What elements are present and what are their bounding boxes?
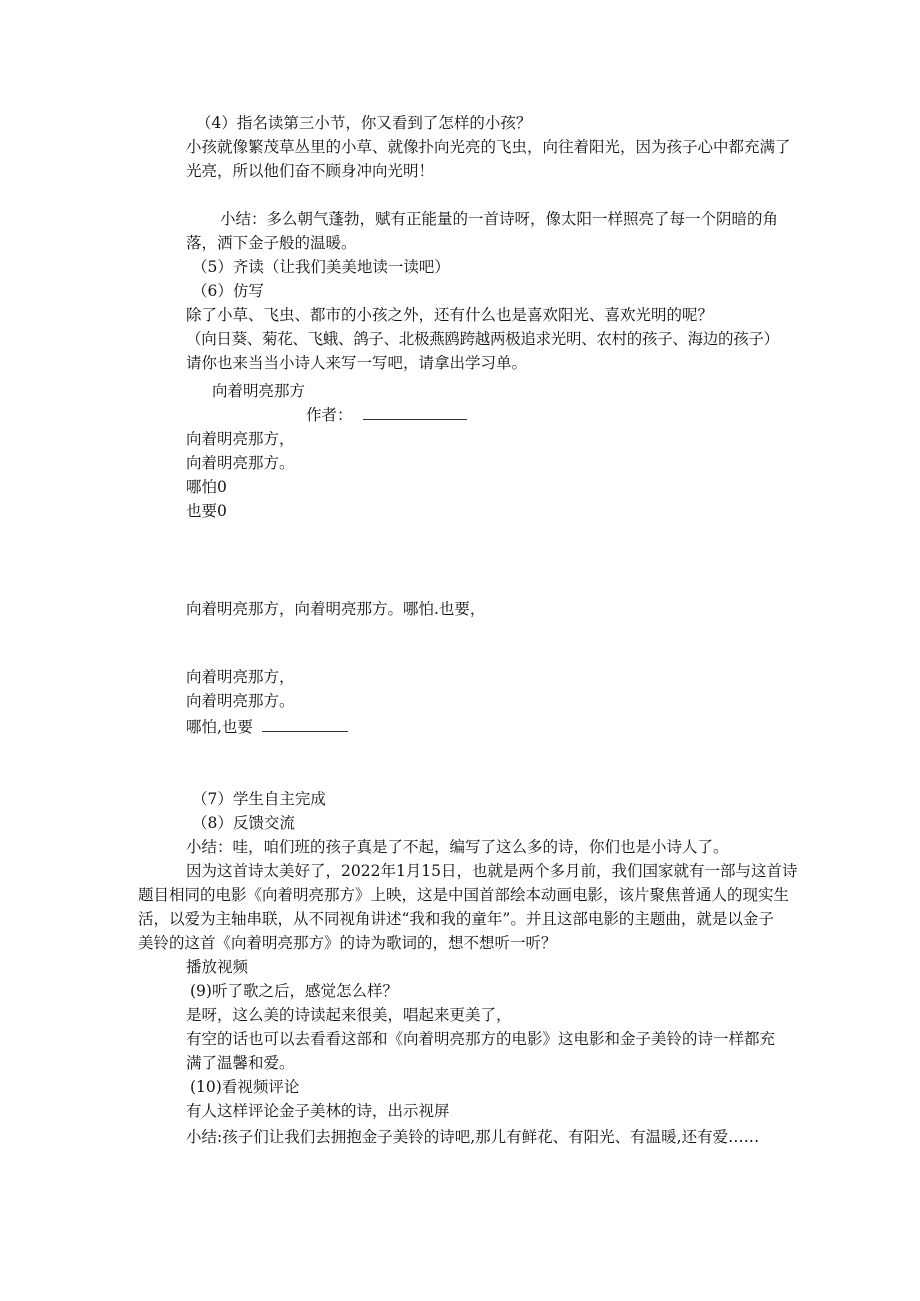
section-6-examples: （向日葵、菊花、飞蛾、鸽子、北极燕鸥跨越两极追求光明、农村的孩子、海边的孩子） <box>186 330 779 348</box>
section-8-para-line-3: 活，以爱为主轴串联，从不同视角讲述“我和我的童年”。并且这部电影的主题曲，就是以金子 <box>138 910 774 928</box>
play-video-text: 播放视频 <box>186 958 249 976</box>
section-6-instruction: 请你也来当当小诗人来写一写吧，请拿出学习单。 <box>186 354 528 372</box>
stanza-3-text: 哪怕,也要 <box>186 718 253 736</box>
section-10-summary: 小结:孩子们让我们去拥抱金子美铃的诗吧,那儿有鲜花、有阳光、有温暖,还有爱…… <box>186 1128 760 1146</box>
stanza-1-line-2: 向着明亮那方。 <box>186 454 295 472</box>
section-5-heading: （5）齐读（让我们美美地读一读吧） <box>192 258 450 276</box>
stanza-3-line-1: 向着明亮那方， <box>186 668 295 686</box>
section-10-line-1: 有人这样评论金子美林的诗，出示视屏 <box>186 1102 450 1120</box>
section-9-line-2: 有空的话也可以去看看这部和《向着明亮那方的电影》这电影和金子美铃的诗一样都充 <box>186 1030 776 1048</box>
stanza-1-line-3: 哪怕0 <box>186 478 227 496</box>
worksheet-author <box>306 404 467 426</box>
stanza-3-line-2: 向着明亮那方。 <box>186 692 295 710</box>
section-9-heading: (9)听了歌之后，感觉怎么样？ <box>190 982 398 1000</box>
section-8-para-line-4: 美铃的这首《向着明亮那方》的诗为歌词的，想不想听一听？ <box>138 934 557 952</box>
section-4-heading: （4）指名读第三小节，你又看到了怎样的小孩？ <box>196 114 532 132</box>
stanza-1-line-1: 向着明亮那方， <box>186 430 295 448</box>
section-10-heading: (10)看视频评论 <box>190 1078 300 1096</box>
stanza-3-line-3 <box>186 716 348 738</box>
summary-1-line-2: 落，洒下金子般的温暖。 <box>186 234 357 252</box>
author-blank <box>363 405 467 420</box>
section-7-heading: （7）学生自主完成 <box>192 790 326 808</box>
stanza-2-line: 向着明亮那方，向着明亮那方。哪怕.也要， <box>186 600 486 618</box>
worksheet-title: 向着明亮那方 <box>212 382 306 400</box>
stanza-3-blank <box>262 717 348 732</box>
section-8-para-line-1: 因为这首诗太美好了，2022年1月15日，也就是两个多月前，我们国家就有一部与这首诗 <box>186 862 798 880</box>
stanza-1-line-4: 也要0 <box>186 502 227 520</box>
summary-1-line-1: 小结：多么朝气蓬勃，赋有正能量的一首诗呀，像太阳一样照亮了每一个阴暗的角 <box>220 210 779 228</box>
section-4-line-2: 光亮，所以他们奋不顾身冲向光明！ <box>186 162 435 180</box>
section-8-heading: （8）反馈交流 <box>192 814 295 832</box>
section-6-question: 除了小草、飞虫、都市的小孩之外，还有什么也是喜欢阳光、喜欢光明的呢？ <box>186 306 714 324</box>
section-8-para-line-2: 题目相同的电影《向着明亮那方》上映，这是中国首部绘本动画电影，该片聚焦普通人的现实生 <box>138 886 790 904</box>
section-6-heading: （6）仿写 <box>192 282 264 300</box>
author-label: 作者： <box>306 406 353 424</box>
section-9-line-3: 满了温馨和爱。 <box>186 1054 295 1072</box>
section-4-line-1: 小孩就像繁茂草丛里的小草、就像扑向光亮的飞虫，向往着阳光，因为孩子心中都充满了 <box>186 138 791 156</box>
section-9-line-1: 是呀，这么美的诗读起来很美，唱起来更美了， <box>186 1006 512 1024</box>
section-8-summary: 小结：哇，咱们班的孩子真是了不起，编写了这么多的诗，你们也是小诗人了。 <box>186 838 729 856</box>
